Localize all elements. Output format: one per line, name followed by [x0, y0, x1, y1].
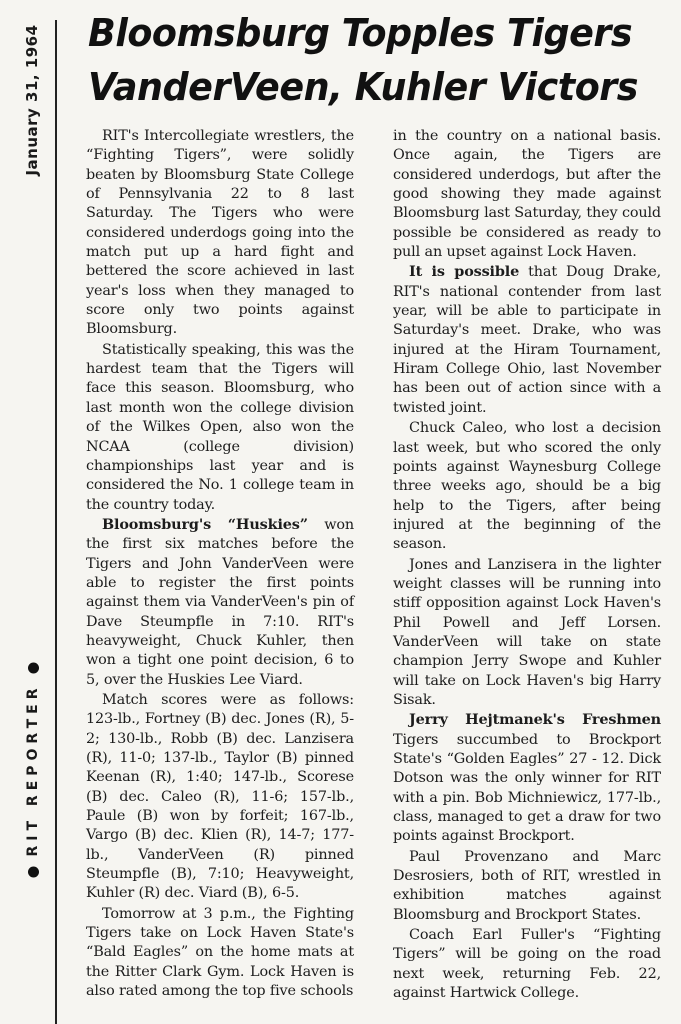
- paragraph-text: in the country on a national basis. Once again, the Tigers are considered underdogs, but after the good showing they made against Bloomsburg last Saturday, they could possible be considered as ready to pull an upset against Lock Haven.: [393, 128, 661, 261]
- paragraph-text: Coach Earl Fuller's “Fighting Tigers” will be going on the road next week, returning Feb. 22, against Hartwick College.: [393, 927, 661, 1002]
- paragraph-lead: Jerry Hejtmanek's Freshmen: [409, 711, 661, 729]
- paragraph: [86, 515, 354, 690]
- headline-line-2: VanderVeen, Kuhler Victors: [88, 65, 639, 109]
- paragraph: [393, 847, 661, 925]
- paragraph: [86, 126, 354, 340]
- article-column-2: [393, 126, 661, 1003]
- publication-date: January 31, 1964: [23, 24, 41, 176]
- paragraph-text: won the first six matches before the Tigers and John VanderVeen were able to register the first points against them via VanderVeen's pin of Dave Steumpfle in 7:10. RIT's heavyweight, Chuck Kuhler, then won a tight one point decision, 6 to 5, over the Huskies Lee Viard.: [86, 516, 354, 688]
- paragraph-text: Tigers succumbed to Brockport State's “Golden Eagles” 27 - 12. Dick Dotson was the only winner for RIT with a pin. Bob Michniewicz, 177-lb., class, managed to get a draw for two points against Brockport.: [393, 731, 661, 845]
- headline: [88, 6, 645, 114]
- paragraph: [393, 710, 661, 846]
- paragraph: [393, 925, 661, 1003]
- paragraph-lead: Bloomsburg's “Huskies”: [102, 515, 308, 533]
- paragraph-text: Match scores were as follows: 123-lb., Fortney (B) dec. Jones (R), 5-2; 130-lb., Robb (B) dec. Lanzisera (R), 11-0; 137-lb., Taylor (B) pinned Keenan (R), 1:40; 147-lb., Scorese (B) dec. Caleo (R), 11-6; 157-lb., Paule (B) won by forfeit; 167-lb., Vargo (B) dec. Klien (R), 14-7; 177-lb., VanderVeen (R) pinned Steumpfle (B), 7:10; Heavyweight, Kuhler (R) dec. Viard (B), 6-5.: [86, 691, 354, 902]
- article-column-1: [86, 126, 354, 1001]
- paragraph-text: Jones and Lanzisera in the lighter weight classes will be running into stiff opposition against Lock Haven's Phil Powell and Jeff Lorsen. VanderVeen will take on state champion Jerry Swope and Kuhler will take on Lock Haven's big Harry Sisak.: [393, 556, 661, 708]
- paragraph-text: Tomorrow at 3 p.m., the Fighting Tigers take on Lock Haven State's “Bald Eagles” on the home mats at the Ritter Clark Gym. Lock Haven is also rated among the top five schools: [86, 905, 354, 1000]
- headline-line-1: Bloomsburg Topples Tigers: [88, 11, 633, 55]
- column-rule: [55, 20, 57, 1024]
- paragraph: [393, 555, 661, 711]
- paragraph-lead: It is possible: [409, 263, 520, 281]
- paragraph: [86, 690, 354, 904]
- paragraph-text: Chuck Caleo, who lost a decision last week, but who scored the only points against Waynesburg College three weeks ago, should be a big help to the Tigers, after being injured at the beginning of the season.: [393, 420, 661, 553]
- paragraph-text: that Doug Drake, RIT's national contender from last year, will be able to participate in Saturday's meet. Drake, who was injured at the Hiram Tournament, Hiram College Ohio, last November has been out of action since with a twisted joint.: [393, 264, 662, 416]
- sidebar: [0, 0, 56, 1024]
- paragraph: [86, 340, 354, 515]
- paragraph: [86, 904, 354, 1002]
- paragraph-text: Paul Provenzano and Marc Desrosiers, both of RIT, wrestled in exhibition matches against Bloomsburg and Brockport States.: [393, 848, 661, 923]
- paragraph: [393, 262, 661, 418]
- paragraph-text: Statistically speaking, this was the hardest team that the Tigers will face this season. Bloomsburg, who last month won the college division of the Wilkes Open, also won the NCAA (college division) championships last year and is considered the No. 1 college team in the country today.: [86, 341, 354, 513]
- paragraph: [393, 418, 661, 554]
- bullet-icon: [28, 663, 39, 674]
- paragraph: [393, 126, 661, 262]
- masthead-title: RIT REPORTER: [25, 683, 41, 857]
- paragraph-text: RIT's Intercollegiate wrestlers, the “Fighting Tigers”, were solidly beaten by Bloomsburg State College of Pennsylvania 22 to 8 last Saturday. The Tigers who were considered underdogs going into the match put up a hard fight and bettered the score achieved in last year's loss when they managed to score only two points against Bloomsburg.: [86, 128, 354, 338]
- bullet-icon: [28, 866, 39, 877]
- masthead: [25, 663, 41, 878]
